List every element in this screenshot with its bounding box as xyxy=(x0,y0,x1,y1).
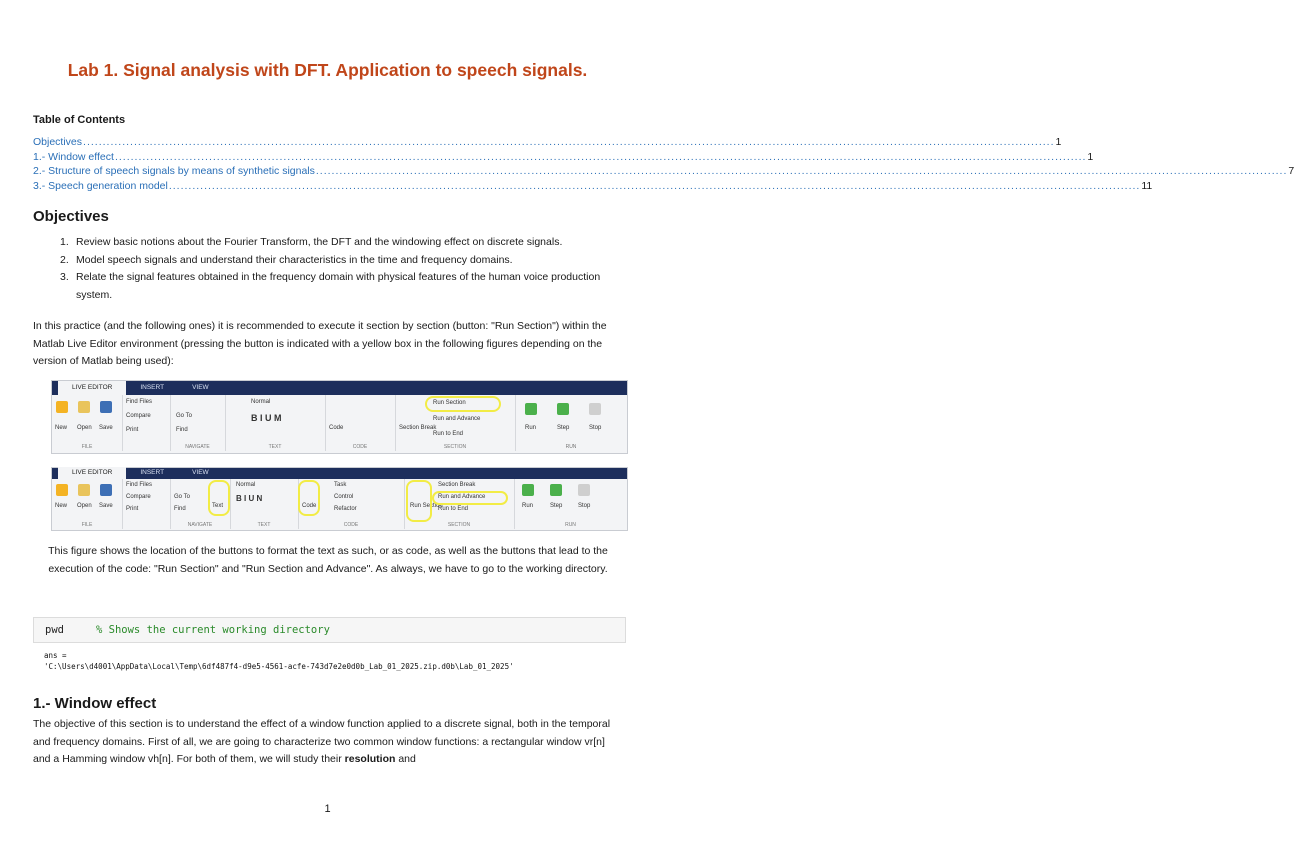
group-text xyxy=(225,395,326,451)
print-label: Print xyxy=(126,506,139,512)
find-files-label: Find Files xyxy=(126,482,153,488)
intro-paragraph: In this practice (and the following ones) it is recommended to execute it section by section (button: "Run Section") within the Matlab Live Editor environment (pressing the button is indicated with a yellow box in the following figures depending on the version of Matlab being used): xyxy=(33,320,607,367)
page-number: 1 xyxy=(324,803,331,815)
new-icon xyxy=(56,401,68,413)
highlight-text-button xyxy=(208,480,230,516)
toc-label: Objectives xyxy=(33,136,83,148)
tab-live-editor: LIVE EDITOR xyxy=(58,467,126,479)
list-number: 3. xyxy=(60,271,69,283)
list-item xyxy=(60,234,630,252)
step-icon xyxy=(557,403,569,415)
toc-label: 1.- Window effect xyxy=(33,150,114,163)
toc-leader: ........................................................................................................................................................................................................................................................ xyxy=(83,136,1055,148)
toc-link-speech-model[interactable] xyxy=(33,179,1153,195)
list-text: Relate the signal features obtained in the frequency domain with physical features of the human voice production system. xyxy=(76,271,601,301)
run-label: Run xyxy=(522,503,534,509)
tab-live-editor: LIVE EDITOR xyxy=(58,381,126,395)
toc-link-objectives[interactable] xyxy=(33,136,1062,151)
new-label: New xyxy=(55,503,68,509)
code-comment: % Shows the current working directory xyxy=(96,624,330,636)
step-label: Step xyxy=(557,425,570,431)
group-label: NAVIGATE xyxy=(185,444,210,450)
run-to-end-label: Run to End xyxy=(433,431,464,437)
code-command: pwd xyxy=(45,624,64,636)
group-run xyxy=(514,479,627,529)
text-label: Text xyxy=(212,503,224,509)
tab-insert: INSERT xyxy=(140,469,165,476)
toc-label: 2.- Structure of speech signals by means of synthetic signals xyxy=(33,165,315,177)
group-code xyxy=(298,479,405,529)
paragraph-text: The objective of this section is to understand the effect of a window function applied to a discrete signal, both in the temporal and frequency domains. First of all, we are going to characterize two common window functions: a rectangular window vr[n] and a Hamming window vh[n]. For both of them, we will study their xyxy=(33,718,611,765)
toolbar-screenshot-old xyxy=(51,467,628,531)
group-label: CODE xyxy=(352,444,368,450)
style-dropdown: Normal xyxy=(251,399,271,405)
ribbon-body xyxy=(52,479,627,529)
list-text: Review basic notions about the Fourier Transform, the DFT and the windowing effect on discrete signals. xyxy=(76,236,563,248)
highlight-run-section xyxy=(425,396,501,412)
bold-italic-underline: B I U M xyxy=(251,413,282,423)
refactor-label: Refactor xyxy=(334,506,357,512)
objectives-heading: Objectives xyxy=(33,208,109,225)
run-icon xyxy=(525,403,537,415)
step-label: Step xyxy=(550,503,563,509)
save-icon xyxy=(100,484,112,496)
tab-view: VIEW xyxy=(192,469,209,476)
open-icon xyxy=(78,401,90,413)
bold-italic-underline: B I U N xyxy=(236,494,263,503)
control-label: Control xyxy=(334,494,354,500)
group-label: RUN xyxy=(565,444,577,450)
group-file-extra xyxy=(122,479,171,529)
ribbon-tabs xyxy=(52,381,627,395)
group-run xyxy=(515,395,627,451)
find-label: Find xyxy=(176,427,188,433)
bold-term: resolution xyxy=(344,753,396,765)
compare-label: Compare xyxy=(126,413,151,419)
toc-heading: Table of Contents xyxy=(33,114,126,126)
group-navigate xyxy=(170,395,226,451)
stop-icon xyxy=(589,403,601,415)
stop-icon xyxy=(578,484,590,496)
section-break-label: Section Break xyxy=(438,482,476,488)
open-label: Open xyxy=(77,425,92,431)
stop-label: Stop xyxy=(589,425,602,431)
new-label: New xyxy=(55,425,68,431)
code-label: Code xyxy=(302,503,317,509)
toc-link-speech-structure[interactable] xyxy=(33,165,1294,180)
toc-page: 1 xyxy=(1087,150,1094,163)
code-cell[interactable] xyxy=(33,617,626,643)
output-value: 'C:\Users\d4001\AppData\Local\Temp\6df487f4-d9e5-4561-acfe-743d7e2e0d0b_Lab_01_2025.zip.d0b\Lab_01_2025' xyxy=(44,662,514,671)
save-label: Save xyxy=(99,425,113,431)
run-label: Run xyxy=(525,425,537,431)
group-label: FILE xyxy=(81,444,93,450)
group-label: RUN xyxy=(565,522,576,528)
group-code xyxy=(325,395,396,451)
group-section xyxy=(395,395,516,451)
section-break-label: Section Break xyxy=(399,425,437,431)
toc-leader: ........................................................................................................................................................................................................................................................ xyxy=(315,165,1288,177)
figure-caption: This figure shows the location of the buttons to format the text as such, or as code, as well as the buttons that lead to the execution of the code: "Run Section" and "Run Section and Advance". As always, we have to go to the working directory. xyxy=(48,545,608,575)
new-icon xyxy=(56,484,68,496)
section1-paragraph xyxy=(33,716,623,769)
highlight-code-button xyxy=(298,480,320,516)
document-title: Lab 1. Signal analysis with DFT. Application to speech signals. xyxy=(67,60,588,80)
run-section-label: Run Section xyxy=(433,400,466,406)
style-dropdown: Normal xyxy=(236,482,256,488)
find-label: Find xyxy=(174,506,186,512)
group-label: SECTION xyxy=(443,444,467,450)
run-to-end-label: Run to End xyxy=(438,506,469,512)
group-label: NAVIGATE xyxy=(187,522,213,528)
table-of-contents xyxy=(33,136,1294,194)
highlight-run-advance xyxy=(432,491,508,505)
toc-link-window-effect[interactable] xyxy=(33,150,1094,166)
list-text: Model speech signals and understand their characteristics in the time and frequency domains. xyxy=(76,253,513,266)
section1-heading: 1.- Window effect xyxy=(33,695,157,712)
group-label: TEXT xyxy=(268,444,282,450)
save-icon xyxy=(100,401,112,413)
group-text xyxy=(230,479,299,529)
open-label: Open xyxy=(77,503,92,509)
paragraph-text: and xyxy=(395,753,416,765)
goto-label: Go To xyxy=(174,494,190,500)
toolbar-screenshot-new xyxy=(51,380,628,454)
toc-leader: ........................................................................................................................................................................................................................................................ xyxy=(168,179,1141,192)
list-number: 1. xyxy=(60,236,69,248)
step-icon xyxy=(550,484,562,496)
run-advance-label: Run and Advance xyxy=(438,494,486,500)
group-label: TEXT xyxy=(257,522,271,528)
group-section xyxy=(404,479,515,529)
ribbon-body xyxy=(52,395,627,451)
print-label: Print xyxy=(126,427,139,433)
list-item xyxy=(60,269,630,304)
task-label: Task xyxy=(334,482,347,488)
group-label: CODE xyxy=(343,522,359,528)
save-label: Save xyxy=(99,503,113,509)
toc-page: 7 xyxy=(1288,165,1294,177)
stop-label: Stop xyxy=(578,503,591,509)
tab-insert: INSERT xyxy=(140,384,165,391)
list-number: 2. xyxy=(60,253,69,266)
tab-view: VIEW xyxy=(192,384,209,391)
group-file xyxy=(52,479,123,529)
code-label: Code xyxy=(329,425,344,431)
find-files-label: Find Files xyxy=(126,399,153,405)
output-label: ans = xyxy=(44,651,67,660)
list-item xyxy=(60,252,630,270)
group-file-extra xyxy=(122,395,171,451)
goto-label: Go To xyxy=(176,413,192,419)
ribbon-tabs xyxy=(52,468,627,479)
objectives-list xyxy=(60,234,630,304)
group-label: SECTION xyxy=(447,522,471,528)
run-section-label: Run Section xyxy=(410,503,443,509)
compare-label: Compare xyxy=(126,494,151,500)
group-label: FILE xyxy=(81,522,93,528)
group-navigate xyxy=(170,479,231,529)
toc-page: 11 xyxy=(1141,179,1153,192)
toc-label: 3.- Speech generation model xyxy=(33,179,168,192)
toc-leader: ........................................................................................................................................................................................................................................................ xyxy=(114,150,1087,163)
highlight-run-section xyxy=(406,480,432,522)
group-file xyxy=(52,395,123,451)
open-icon xyxy=(78,484,90,496)
toc-page: 1 xyxy=(1055,136,1062,148)
run-icon xyxy=(522,484,534,496)
run-advance-label: Run and Advance xyxy=(433,416,481,422)
